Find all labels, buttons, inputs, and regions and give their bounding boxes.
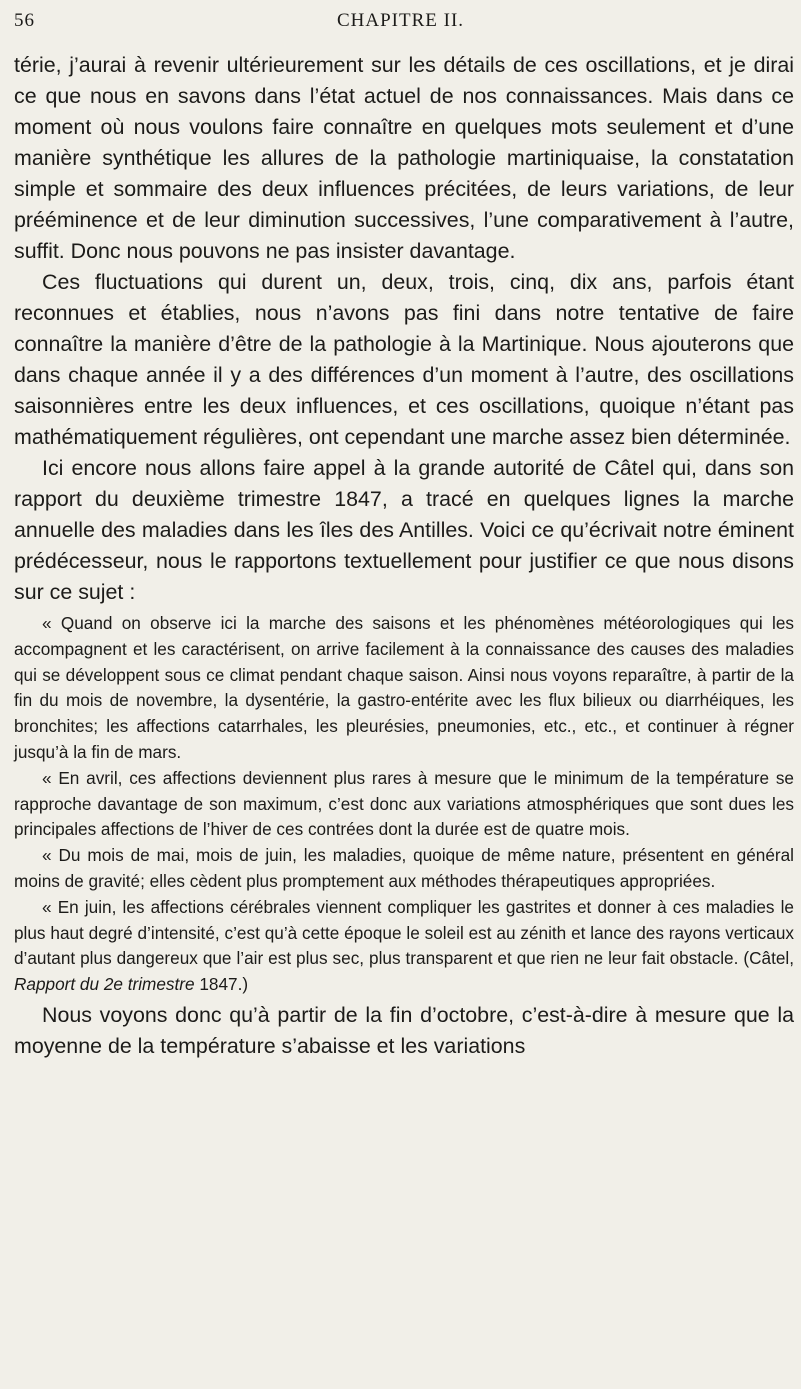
citation-open: (Câtel, bbox=[743, 948, 794, 969]
paragraph-3: Ici encore nous allons faire appel à la grande autorité de Câtel qui, dans son rapport du deuxième trimestre 1847, a tracé en quelques lignes la marche annuelle des maladies dans les îles des Antilles. Voici ce qu’écrivait notre éminent prédécesseur, nous le rapportons textuellement pour justifier ce que nous disons sur ce sujet : bbox=[14, 456, 794, 604]
closing-paragraph: Nous voyons donc qu’à partir de la fin d’octobre, c’est-à-dire à mesure que la moyenne de la température s’abaisse et les variations bbox=[14, 1002, 794, 1058]
page-number: 56 bbox=[14, 10, 35, 31]
paragraph-2: Ces fluctuations qui durent un, deux, trois, cinq, dix ans, parfois étant reconnues et établies, nous n’avons pas fini dans notre tentative de faire connaître la manière d’être de la pathologie à la Martinique. Nous ajouterons que dans chaque année il y a des différences d’un moment à l’autre, des oscillations saisonnières entre les deux influences, et ces oscillations, quoique n’étant pas mathématiquement régulières, ont cependant une marche assez bien déterminée. bbox=[14, 270, 794, 449]
running-head: CHAPITRE II. bbox=[336, 10, 465, 31]
paragraph-1: térie, j’aurai à revenir ultérieurement sur les détails de ces oscillations, et je dirai ce que nous en savons dans l’état actuel de nos connaissances. Mais dans ce moment où nous voulons faire connaître en quelques mots seulement et d’une manière synthétique les allures de la pathologie martiniquaise, la constatation simple et sommaire des deux influences précitées, de leurs variations, de leur prééminence et de leur diminution successives, l’une comparativement à l’autre, suffit. Donc nous pouvons ne pas insister davantage. bbox=[14, 53, 794, 263]
quote-paragraph-4-text: « En juin, les affections cérébrales viennent compliquer les gastrites et donner à ces maladies le plus haut degré d’intensité, c’est qu’à cette époque le soleil est au zénith et lance des rayons verticaux d’autant plus dangereux que l’air est plus sec, plus transparent et que rien ne leur fait obstacle. bbox=[14, 896, 794, 969]
page-header bbox=[14, 10, 787, 38]
quote-paragraph-2: « En avril, ces affections deviennent plus rares à mesure que le minimum de la température se rapproche davantage de son maximum, c’est donc aux variations atmosphériques que sont dues les principales affections de l’hiver de ces contrées dont la durée est de quatre mois. bbox=[14, 767, 794, 840]
citation-title: Rapport du 2e trimestre bbox=[14, 974, 195, 995]
quote-paragraph-4 bbox=[14, 895, 794, 998]
citation-close: 1847.) bbox=[194, 974, 249, 995]
quote-paragraph-3: « Du mois de mai, mois de juin, les maladies, quoique de même nature, présentent en général moins de gravité; elles cèdent plus promptement aux méthodes thérapeutiques appropriées. bbox=[14, 845, 794, 891]
body-text bbox=[14, 50, 794, 1062]
quote-paragraph-1: « Quand on observe ici la marche des saisons et les phénomènes météorologiques qui les accompagnent et les caractérisent, on arrive facilement à la connaissance des causes des maladies qui se développent sous ce climat pendant chaque saison. Ainsi nous voyons reparaître, à partir de la fin du mois de novembre, la dysentérie, la gastro-entérite avec les flux bilieux ou diarrhéiques, les bronchites; les affections catarrhales, les pleurésies, pneumonies, etc., etc., et continuer à régner jusqu’à la fin de mars. bbox=[14, 613, 794, 762]
